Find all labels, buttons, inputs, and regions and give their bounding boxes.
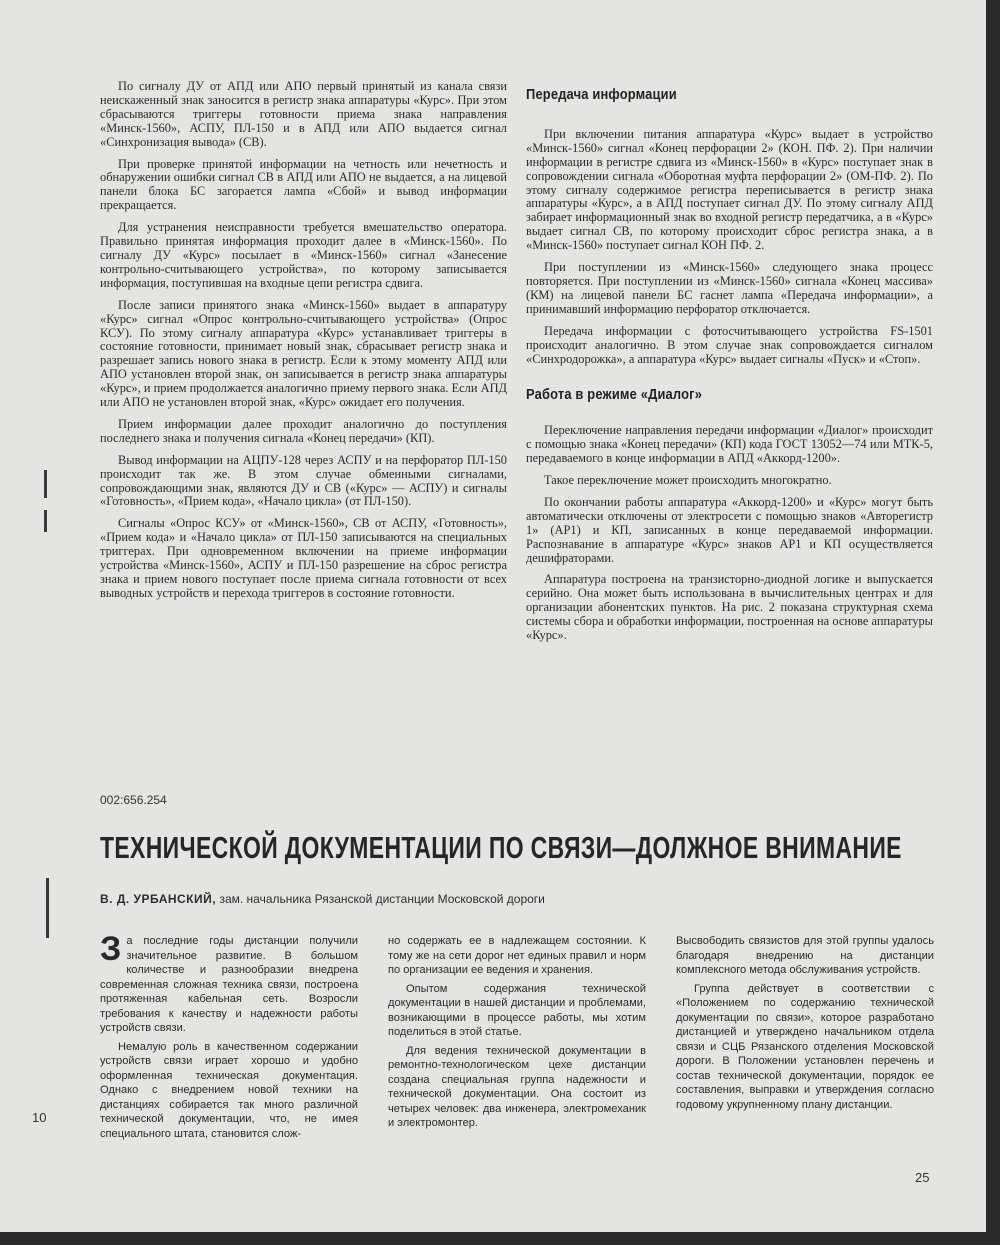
article-title: ТЕХНИЧЕСКОЙ ДОКУМЕНТАЦИИ ПО СВЯЗИ—ДОЛЖНОЕ ВНИМАНИЕ bbox=[100, 830, 902, 865]
paragraph: Группа действует в соответствии с «Положением по содержанию технической документации по связи», которое разработано дистанцией и утверждено начальником отдела связи и СЦБ Рязанского отделения Московской дороги. В Положении установлен перечень и состав технической документации, порядок ее составления, выправки и утверждения согласно годовому укрупненному плану дистанции. bbox=[676, 982, 934, 1111]
paragraph: По окончании работы аппаратура «Аккорд-1200» и «Курс» могут быть автоматически отключены от электросети с помощью знаков «Авторегистр 1» (АР1) и КП, записанных в конце передаваемой информации. Распознавание в аппаратуре «Курс» знаков АР1 и КП осуществляется дешифраторами. bbox=[526, 494, 933, 565]
paragraph: Передача информации с фотосчитывающего устройства FS-1501 происходит аналогично. В этом случае знак сопровождается сигналом «Синхродорожка», а аппаратура «Курс» выдает сигналы «Пуск» и «Стоп». bbox=[526, 323, 933, 366]
author-role: зам. начальника Рязанской дистанции Московской дороги bbox=[219, 892, 545, 906]
udc-code: 002:656.254 bbox=[100, 793, 167, 807]
paragraph: Для устранения неисправности требуется вмешательство оператора. Правильно принятая информация проходит далее в «Минск-1560». По сигналу ДУ «Курс» посылает в «Минск-1560» сигнал «Занесение контрольно-считывающего устройства», по которому записывается информация, поступившая на входные цепи регистра сдвига. bbox=[100, 220, 507, 290]
section-heading-transmission: Передача информации bbox=[526, 86, 677, 103]
upper-left-column bbox=[100, 80, 507, 609]
paragraph: При проверке принятой информации на четность или нечетность и обнаружении ошибки сигнал СВ в АПД или АПО не выдается, а на лицевой панели блока БС загорается лампа «Сбой» и вывод информации прекращается. bbox=[100, 156, 507, 213]
paragraph: Высвободить связистов для этой группы удалось благодаря внедрению на дистанции комплексного метода обслуживания устройств. bbox=[676, 935, 934, 976]
paragraph: Сигналы «Опрос КСУ» от «Минск-1560», СВ от АСПУ, «Готовность», «Прием кода» и «Начало цикла» от ПЛ-150 записываются на специальных триггерах. При одновременном включении на приеме информации устройства «Минск-1560», АСПУ и ПЛ-150 разрешение на сброс регистра знака и прием нового поступает после приема сигнала готовности от всех выводных устройств и перехода триггеров в состояние готовности. bbox=[100, 516, 507, 600]
scan-edge-bottom bbox=[0, 1232, 1000, 1245]
binding-mark bbox=[44, 510, 47, 532]
paragraph: По сигналу ДУ от АПД или АПО первый принятый из канала связи неискаженный знак заносится в регистр знака аппаратуры «Курс». При этом сбрасываются триггеры готовности приема знака направления «Минск-1560», АСПУ, ПЛ-150 и в АПД или АПО выдается сигнал «Синхронизация вывода» (СВ). bbox=[100, 79, 507, 149]
section-heading-dialog-mode: Работа в режиме «Диалог» bbox=[526, 386, 703, 404]
article-column-1 bbox=[100, 930, 358, 1145]
drop-cap: З bbox=[100, 930, 122, 968]
author-name: В. Д. УРБАНСКИЙ, bbox=[100, 892, 217, 906]
paragraph: Такое переключение может происходить многократно. bbox=[544, 473, 832, 488]
paragraph: Для ведения технической документации в ремонтно-технологическом цехе дистанции создана специальная группа надежности и технической документации. Она состоит из четырех человек: два инженера, электромеханик и электромонтер. bbox=[388, 1044, 646, 1129]
paragraph: Переключение направления передачи информации «Диалог» происходит с помощью знака «Конец передачи» (КП) кода ГОСТ 13052—74 или МТК-5, передаваемого в конце информации в АПД «Аккорд-1200». bbox=[526, 423, 933, 466]
article-column-3 bbox=[676, 934, 934, 1116]
upper-right-column bbox=[526, 88, 933, 651]
paragraph: но содержать ее в надлежащем состоянии. К тому же на сети дорог нет единых правил и норм по организации ее ведения и хранения. bbox=[388, 935, 646, 976]
paragraph: Прием информации далее проходит аналогично до поступления последнего знака и получения сигнала «Конец передачи» (КП). bbox=[100, 416, 507, 445]
binding-mark bbox=[46, 878, 49, 938]
lead-paragraph bbox=[100, 930, 358, 1036]
paragraph: При включении питания аппаратура «Курс» выдает в устройство «Минск-1560» сигнал «Конец перфорации 2» (КОН. ПФ. 2). При наличии информации в регистре сдвига из «Минск-1560» в «Курс» поступает знак в сопровождении сигнала «Оборотная муфта перфорации 2» (ОМ-ПФ. 2). По этому сигналу содержимое регистра переписывается в регистр знака аппаратуры «Курс», а в АПД поступает сигнал ДУ. По этому сигналу АПД забирает информационный знак во входной регистр передатчика, а в «Курс» выдает сигнал СВ, по которому происходит сброс регистра знака, а в «Минск-1560» поступает сигнал КОН ПФ. 2. bbox=[526, 126, 933, 253]
paragraph: При поступлении из «Минск-1560» следующего знака процесс повторяется. При поступлении из «Минск-1560» сигнала «Конец массива» (КМ) на лицевой панели БС гаснет лампа «Передача информации», а принимавший информацию перфоратор отключается. bbox=[526, 260, 933, 316]
binding-mark bbox=[44, 470, 47, 498]
lead-text: а последние годы дистанции получили значительное развитие. В большом количестве и разнообразии внедрена современная сложная техника связи, построена протяженная кабельная сеть. Возросли требования к качеству и надежности работы устройств связи. bbox=[100, 935, 358, 1034]
page-number: 25 bbox=[915, 1170, 930, 1185]
paragraph: Немалую роль в качественном содержании устройств связи играет хорошо и удобно оформленная техническая документация. Однако с внедрением новой техники на дистанциях собирается так много различной технической документации, что, не имея специального штата, становится слож- bbox=[100, 1040, 358, 1140]
side-page-number: 10 bbox=[32, 1110, 47, 1125]
paragraph: Аппаратура построена на транзисторно-диодной логике и выпускается серийно. Она может быть использована в вычислительных центрах и для организации абонентских пунктов. На рис. 2 показана структурная схема системы сбора и обработки информации, построенная на основе аппаратуры «Курс». bbox=[526, 572, 933, 643]
paragraph: Вывод информации на АЦПУ-128 через АСПУ и на перфоратор ПЛ-150 происходит так же. В этом случае обменными сигналами, сопровождающими знак, являются ДУ и СВ («Курс» — АСПУ) и сигналы «Готовность», «Прием кода», «Начало цикла» (от ПЛ-150). bbox=[100, 452, 507, 509]
scan-edge-right bbox=[986, 0, 1000, 1245]
paragraph: Опытом содержания технической документации в нашей дистанции и проблемами, возникающими в процессе работы, мы хотим поделиться в этой статье. bbox=[388, 982, 646, 1038]
byline bbox=[100, 892, 545, 906]
article-column-2 bbox=[388, 934, 646, 1135]
paragraph: После записи принятого знака «Минск-1560» выдает в аппаратуру «Курс» сигнал «Опрос контрольно-считывающего устройства» (Опрос КСУ). По этому сигналу аппаратура «Курс» устанавливает триггеры в состояние готовности, принимает новый знак, сбрасывает регистр знака и разрешает запись нового знака в регистр. Если к этому моменту АПД или АПО установлен второй знак, он записывается в регистр знака аппаратуры «Курс», и прием продолжается аналогично приему первого знака. Если АПД или АПО не установлен второй знак, «Курс» ожидает его получения. bbox=[100, 297, 507, 410]
